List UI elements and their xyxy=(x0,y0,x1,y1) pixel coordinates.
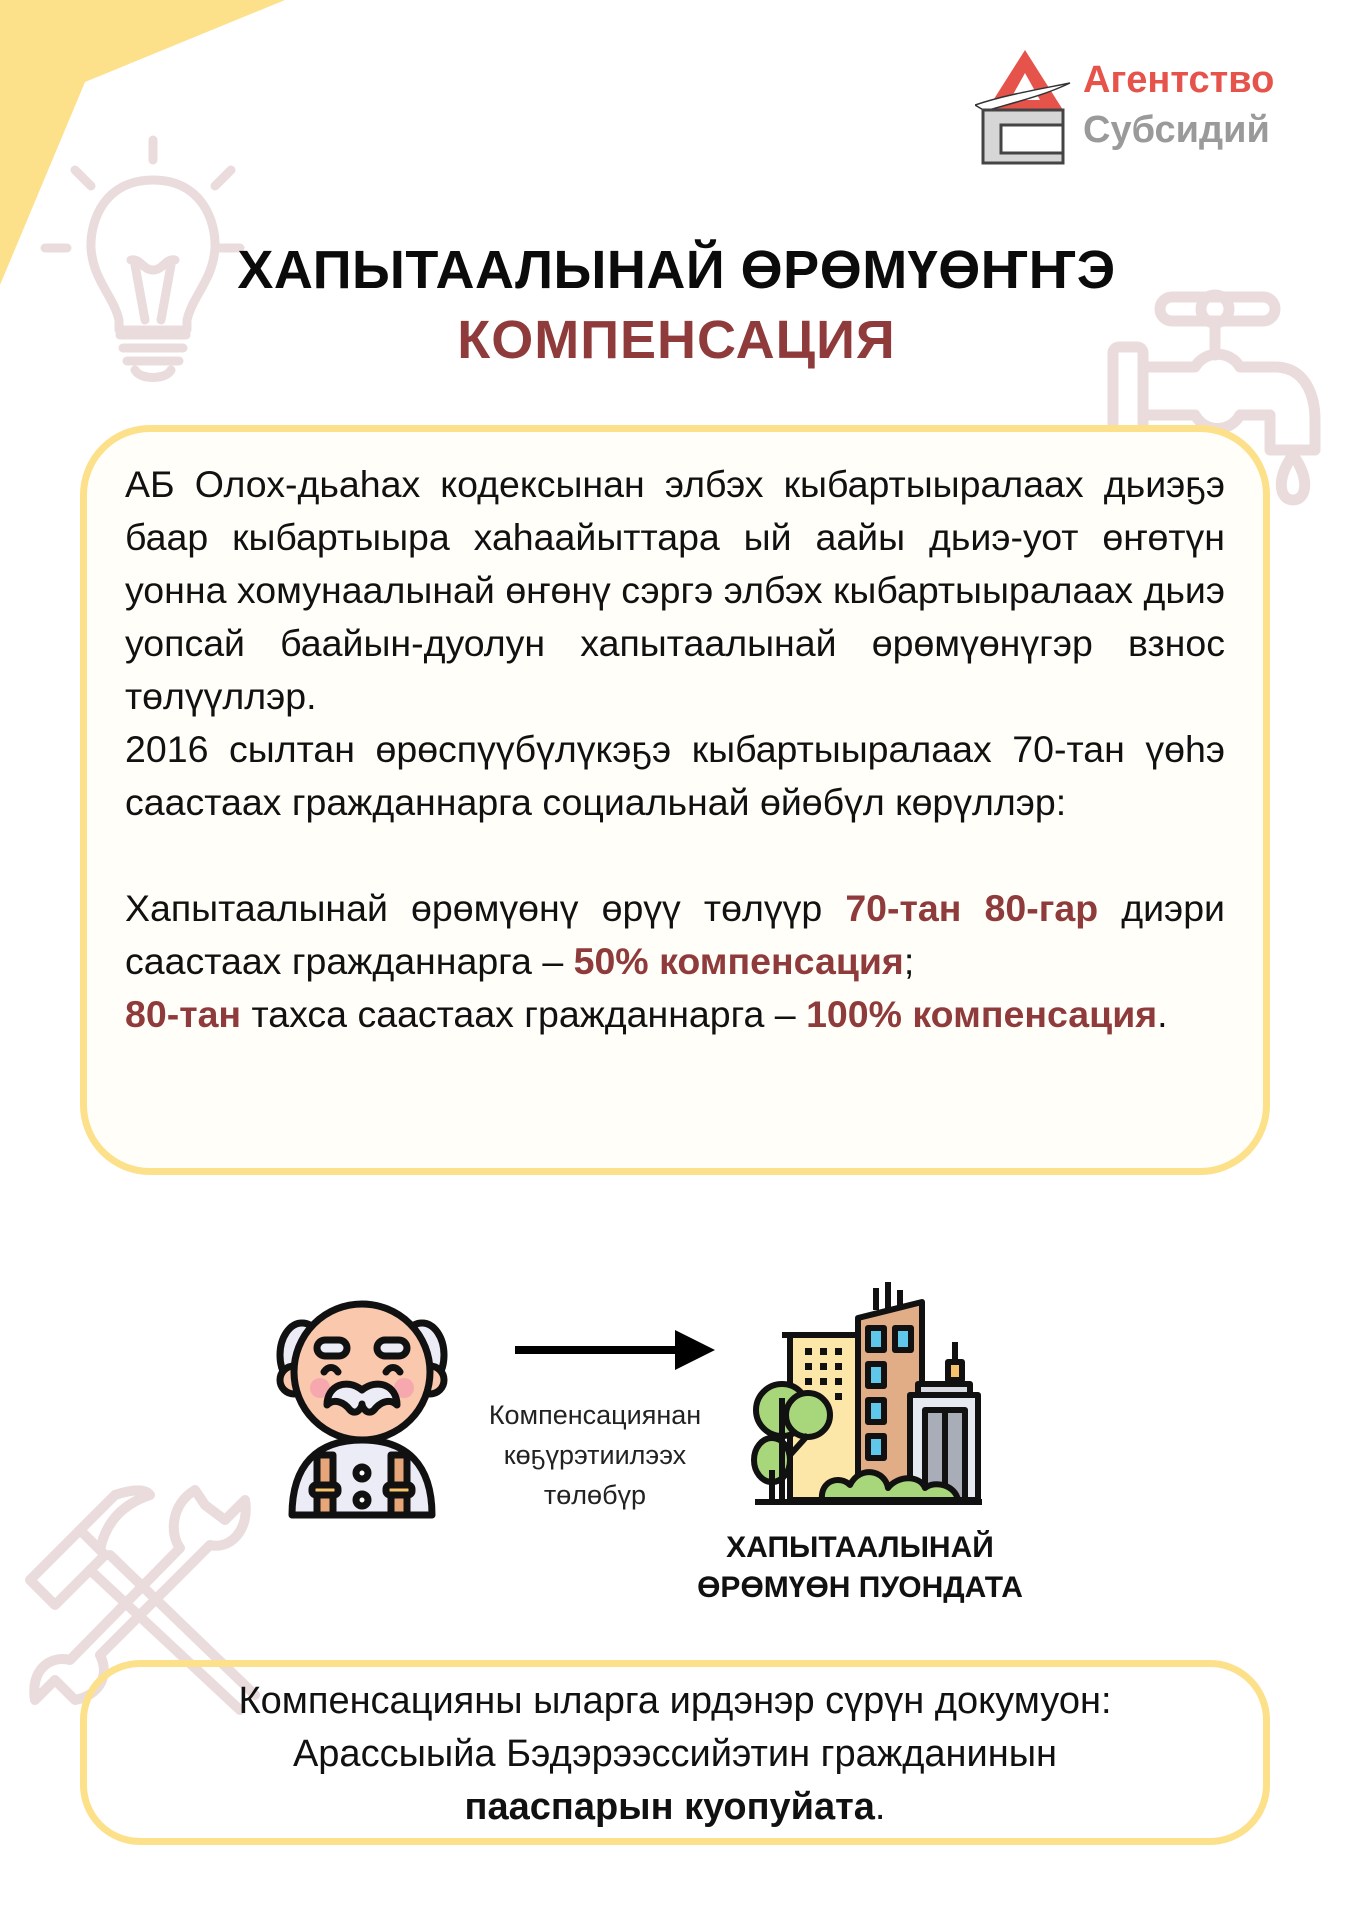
documents-heading: Компенсацияны ыларга ирдэнэр сүрүн докумуон: xyxy=(238,1680,1112,1722)
highlight-50-percent: 50% компенсация xyxy=(573,940,904,982)
paragraph-50-percent: Хапытаалынай өрөмүөнү өрүү төлүүр 70-тан 80-гар диэри саастаах гражданнарга – 50% компенсация; xyxy=(125,887,1225,982)
compensation-scheme xyxy=(270,1280,1090,1620)
passport-copy: пааспарын куопуйата xyxy=(464,1786,875,1828)
arrow-label: Компенсациянан көҕүрэтиилээх төлөбүр xyxy=(488,1400,702,1510)
highlight-age-70-80: 70-тан 80-гар xyxy=(845,887,1099,929)
info-box xyxy=(80,425,1270,1175)
documents-line3: пааспарын куопуйата. xyxy=(464,1786,886,1828)
city-buildings-icon xyxy=(750,1280,990,1505)
paragraph-support: 2016 сылтан өрөспүүбүлүкэҕэ кыбартыыралаах 70-тан үөһэ саастаах гражданнарга социальнай өйөбүл көрүллэр: xyxy=(125,728,1225,823)
required-documents-box xyxy=(80,1660,1270,1845)
title-line1: ХАПЫТААЛЫНАЙ ӨРӨМҮӨҤҤЭ xyxy=(237,240,1116,300)
title-line2: КОМПЕНСАЦИЯ xyxy=(457,310,896,370)
agency-logo xyxy=(975,45,1295,165)
logo-name-line2: Субсидий xyxy=(1083,109,1270,151)
highlight-100-percent: 100% компенсация xyxy=(806,993,1158,1035)
highlight-age-80: 80-тан xyxy=(125,993,242,1035)
house-c-logo-icon xyxy=(975,45,1075,165)
paragraph-contributions: АБ Олох-дьаһах кодексынан элбэх кыбартыыралаах дьиэҕэ баар кыбартыыра хаһаайыттара ый аайы дьиэ-уот өҥөтүн уонна хомунаалынай өҥөнү сэргэ элбэх кыбартыыралаах дьиэ уопсай баайын-дуолун хапытаалынай өрөмүөнүгэр взнос төлүүллэр. xyxy=(125,463,1225,717)
page-title xyxy=(0,235,1353,375)
elderly-man-icon xyxy=(272,1290,452,1520)
paragraph-100-percent: 80-тан тахса саастаах гражданнарга – 100% компенсация. xyxy=(125,993,1168,1035)
fund-label: ХАПЫТААЛЫНАЙ ӨРӨМҮӨН ПУОНДАТА xyxy=(697,1531,1023,1604)
documents-line2: Арассыыйа Бэдэрээссийэтин гражданинын xyxy=(292,1733,1058,1775)
arrow-right-icon xyxy=(515,1325,725,1375)
logo-name-line1: Агентство xyxy=(1083,59,1275,101)
